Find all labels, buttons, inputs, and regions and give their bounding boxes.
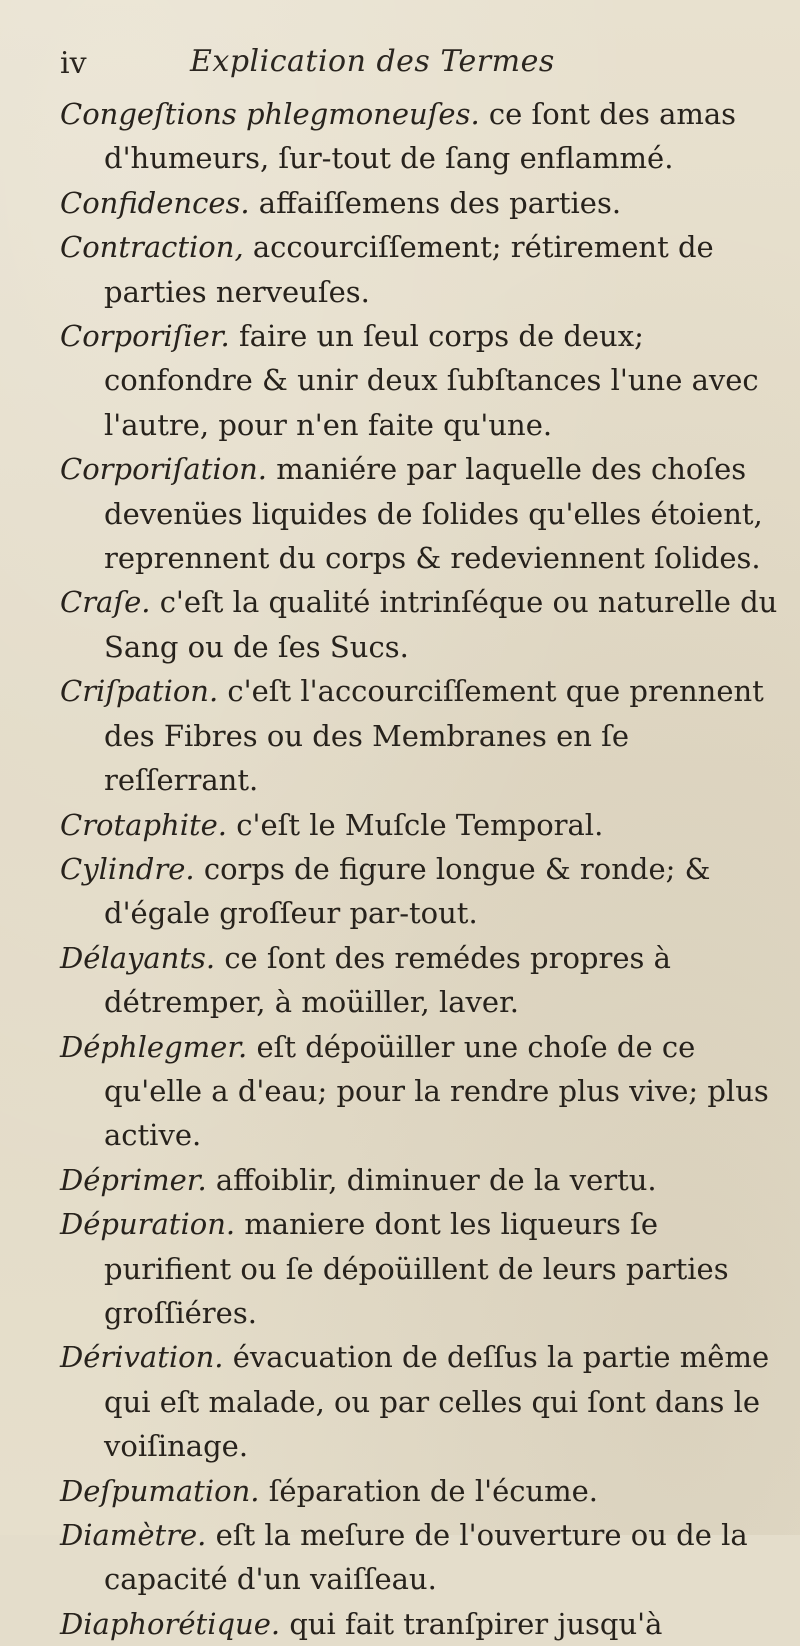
entry-term: Criſpation. xyxy=(60,674,219,709)
entry-definition: c'eſt l'accourciſſement que prennent des Fibres ou des Membranes en ſe reſſerrant. xyxy=(104,674,764,798)
entry-definition: affoiblir, diminuer de la vertu. xyxy=(215,1162,657,1197)
entry-definition: c'eſt la qualité intrinſéque ou naturelle du Sang ou de ſes Sucs. xyxy=(104,585,778,664)
glossary-entry xyxy=(60,1335,785,1468)
entry-term: Diaphorétique. xyxy=(60,1606,281,1641)
glossary-entry xyxy=(60,1469,785,1513)
glossary-entry xyxy=(60,1513,785,1602)
glossary-entry xyxy=(60,1025,785,1158)
glossary-entry xyxy=(60,847,785,936)
entry-term: Crotaphite. xyxy=(60,807,228,842)
entry-definition: corps de figure longue & ronde; & d'égale groſſeur par-tout. xyxy=(104,851,711,931)
entry-term: Dérivation. xyxy=(60,1340,224,1375)
entry-term: Déphlegmer. xyxy=(60,1029,248,1064)
entry-definition: accourciſſement; rétirement de parties nerveuſes. xyxy=(104,230,714,309)
glossary-entry xyxy=(60,1602,785,1646)
entry-definition: ce ſont des remédes propres à détremper, à moüiller, laver. xyxy=(104,940,671,1020)
entry-term: Craſe. xyxy=(60,585,151,620)
entry-term: Confidences. xyxy=(60,185,250,220)
entry-term: Diamètre. xyxy=(60,1518,207,1552)
entry-definition: eſt la meſure de l'ouverture ou de la capacité d'un vaiſſeau. xyxy=(104,1518,748,1597)
entry-definition: maniere dont les liqueurs ſe purifient ou ſe dépoüillent de leurs parties groſſiéres. xyxy=(104,1207,729,1330)
entry-term: Dépuration. xyxy=(60,1207,236,1242)
entry-definition: faire un ſeul corps de deux; confondre & unir deux ſubſtances l'une avec l'autre, pour n'en faite qu'une. xyxy=(104,319,759,442)
entry-definition: ce ſont des amas d'humeurs, ſur-tout de ſang enflammé. xyxy=(104,97,737,176)
glossary-entry xyxy=(60,1158,785,1202)
glossary-entry xyxy=(60,447,785,580)
glossary-entry xyxy=(60,225,785,314)
glossary-entry xyxy=(60,803,785,847)
page-number: iv xyxy=(60,46,87,81)
glossary-entry xyxy=(60,936,785,1025)
entry-definition: qui fait tranſpirer jusqu'à xyxy=(289,1606,663,1641)
entry-definition: c'eſt le Muſcle Temporal. xyxy=(236,807,604,842)
glossary-entry xyxy=(60,580,785,669)
entry-definition: eſt dépoüiller une choſe de ce qu'elle a d'eau; pour la rendre plus vive; plus active. xyxy=(104,1029,769,1153)
entry-term: Corporiſier. xyxy=(60,319,230,354)
entry-term: Déprimer. xyxy=(60,1162,207,1197)
glossary-entry xyxy=(60,314,785,447)
entry-term: Délayants. xyxy=(60,940,216,975)
glossary-entry xyxy=(60,669,785,802)
entry-term: Corporiſation. xyxy=(60,452,267,487)
running-head: Explication des Termes xyxy=(190,44,555,79)
entry-term: Deſpumation. xyxy=(60,1473,260,1508)
entry-definition: évacuation de deſſus la partie même qui eſt malade, ou par celles qui ſont dans le voiſinage. xyxy=(104,1340,770,1464)
entry-term: Cylindre. xyxy=(60,851,195,886)
entry-definition: affaiſſemens des parties. xyxy=(258,185,622,220)
glossary-entry xyxy=(60,1202,785,1335)
glossary-entry xyxy=(60,92,785,181)
entry-term: Congeſtions phlegmoneuſes. xyxy=(60,97,480,131)
glossary-entries xyxy=(60,92,785,1646)
entry-definition: maniére par laquelle des choſes devenües liquides de ſolides qu'elles étoient, reprennent du corps & redeviennent ſolides. xyxy=(104,452,763,576)
entry-term: Contraction, xyxy=(60,230,244,265)
entry-definition: ſéparation de l'écume. xyxy=(268,1473,599,1508)
glossary-entry xyxy=(60,181,785,225)
